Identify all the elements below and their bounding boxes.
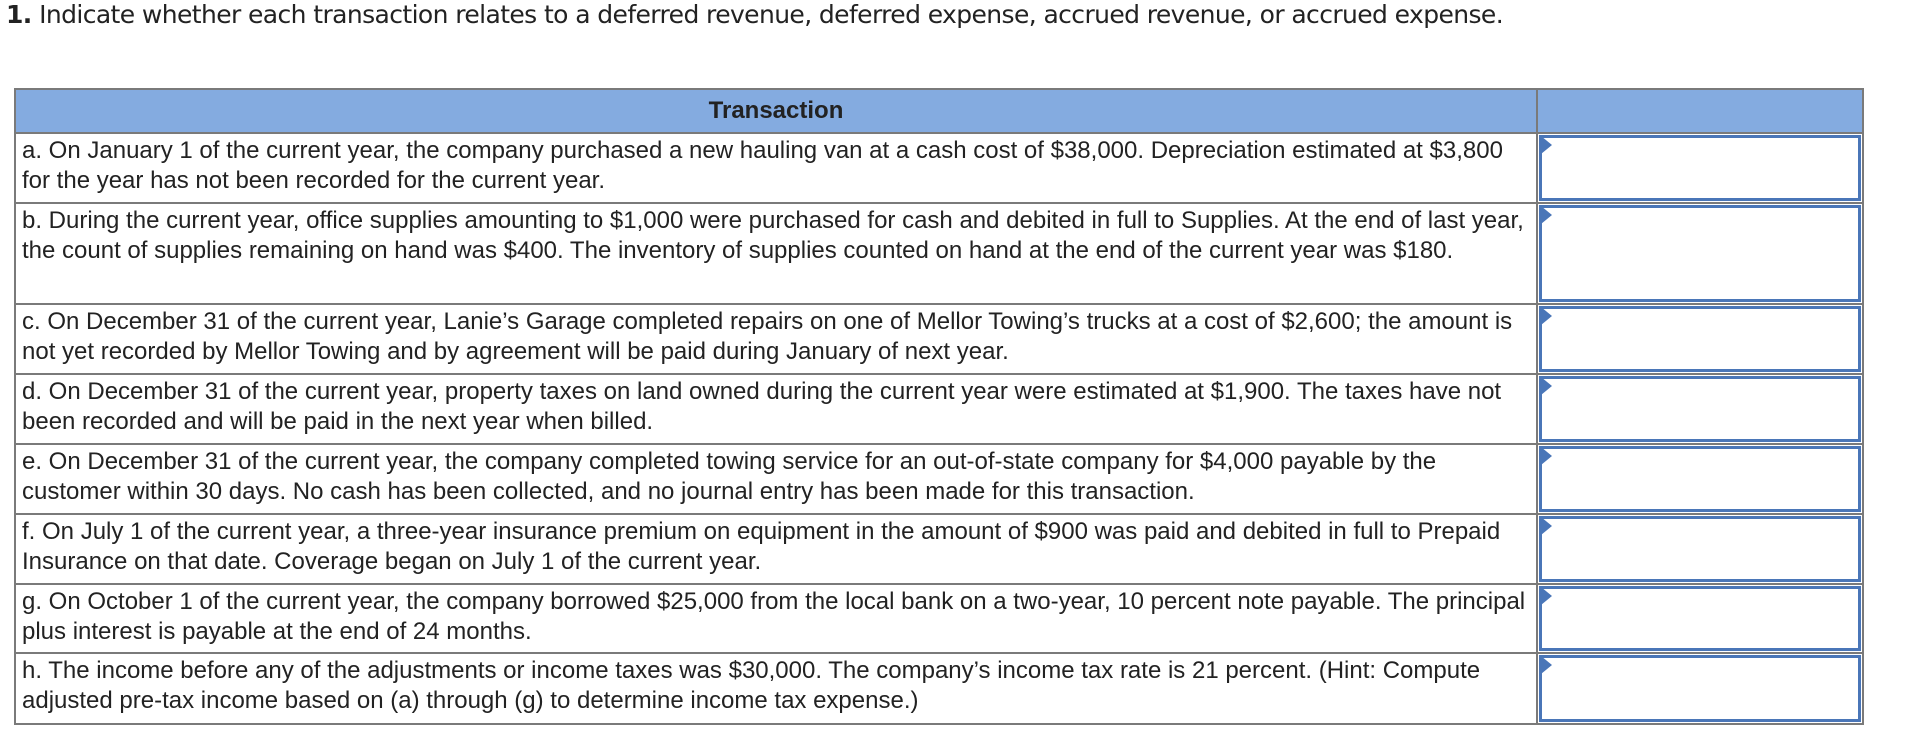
answer-cell	[1537, 374, 1863, 444]
table-row-f	[15, 514, 1863, 584]
table-header-row	[15, 89, 1863, 133]
dropdown-flag-icon	[1541, 517, 1552, 535]
table-row-e	[15, 444, 1863, 514]
question-text: Indicate whether each transaction relates to a deferred revenue, deferred expense, accrued revenue, or accrued expense.	[39, 0, 1504, 29]
answer-cell	[1537, 584, 1863, 653]
transaction-description: f. On July 1 of the current year, a three-year insurance premium on equipment in the amount of $900 was paid and debited in full to Prepaid Insurance on that date. Coverage began on July 1 of the current year.	[15, 514, 1537, 584]
question-number: 1.	[6, 0, 32, 29]
dropdown-flag-icon	[1541, 656, 1552, 674]
dropdown-flag-icon	[1541, 447, 1552, 465]
table-row-h	[15, 653, 1863, 724]
answer-cell	[1537, 203, 1863, 304]
table-row-a	[15, 133, 1863, 203]
answer-cell	[1537, 444, 1863, 514]
answer-cell	[1537, 133, 1863, 203]
table-row-b	[15, 203, 1863, 304]
dropdown-flag-icon	[1541, 377, 1552, 395]
dropdown-flag-icon	[1541, 206, 1552, 224]
table-row-g	[15, 584, 1863, 653]
column-header-transaction: Transaction	[15, 89, 1537, 133]
answer-dropdown-d[interactable]	[1539, 376, 1861, 442]
answer-cell	[1537, 653, 1863, 724]
table-row-c	[15, 304, 1863, 374]
answer-dropdown-a[interactable]	[1539, 135, 1861, 201]
transaction-description: h. The income before any of the adjustments or income taxes was $30,000. The company’s income tax rate is 21 percent. (Hint: Compute adjusted pre-tax income based on (a) through (g) to determine income tax expense.)	[15, 653, 1537, 724]
transaction-description: e. On December 31 of the current year, the company completed towing service for an out-of-state company for $4,000 payable by the customer within 30 days. No cash has been collected, and no journal entry has been made for this transaction.	[15, 444, 1537, 514]
table-row-d	[15, 374, 1863, 444]
transaction-description: c. On December 31 of the current year, Lanie’s Garage completed repairs on one of Mellor Towing’s trucks at a cost of $2,600; the amount is not yet recorded by Mellor Towing and by agreement will be paid during January of next year.	[15, 304, 1537, 374]
column-header-classification	[1537, 89, 1863, 133]
answer-dropdown-e[interactable]	[1539, 446, 1861, 512]
transaction-description: b. During the current year, office supplies amounting to $1,000 were purchased for cash and debited in full to Supplies. At the end of last year, the count of supplies remaining on hand was $400. The inventory of supplies counted on hand at the end of the current year was $180.	[15, 203, 1537, 304]
answer-dropdown-g[interactable]	[1539, 586, 1861, 651]
answer-dropdown-h[interactable]	[1539, 655, 1861, 722]
transaction-description: g. On October 1 of the current year, the company borrowed $25,000 from the local bank on a two-year, 10 percent note payable. The principal plus interest is payable at the end of 24 months.	[15, 584, 1537, 653]
answer-cell	[1537, 304, 1863, 374]
answer-dropdown-c[interactable]	[1539, 306, 1861, 372]
dropdown-flag-icon	[1541, 136, 1552, 154]
dropdown-flag-icon	[1541, 307, 1552, 325]
transaction-description: a. On January 1 of the current year, the company purchased a new hauling van at a cash cost of $38,000. Depreciation estimated at $3,800 for the year has not been recorded for the current year.	[15, 133, 1537, 203]
answer-cell	[1537, 514, 1863, 584]
question-prompt	[6, 0, 1503, 32]
answer-dropdown-f[interactable]	[1539, 516, 1861, 582]
answer-dropdown-b[interactable]	[1539, 205, 1861, 302]
transactions-table	[14, 88, 1864, 725]
dropdown-flag-icon	[1541, 587, 1552, 605]
transaction-description: d. On December 31 of the current year, property taxes on land owned during the current year were estimated at $1,900. The taxes have not been recorded and will be paid in the next year when billed.	[15, 374, 1537, 444]
